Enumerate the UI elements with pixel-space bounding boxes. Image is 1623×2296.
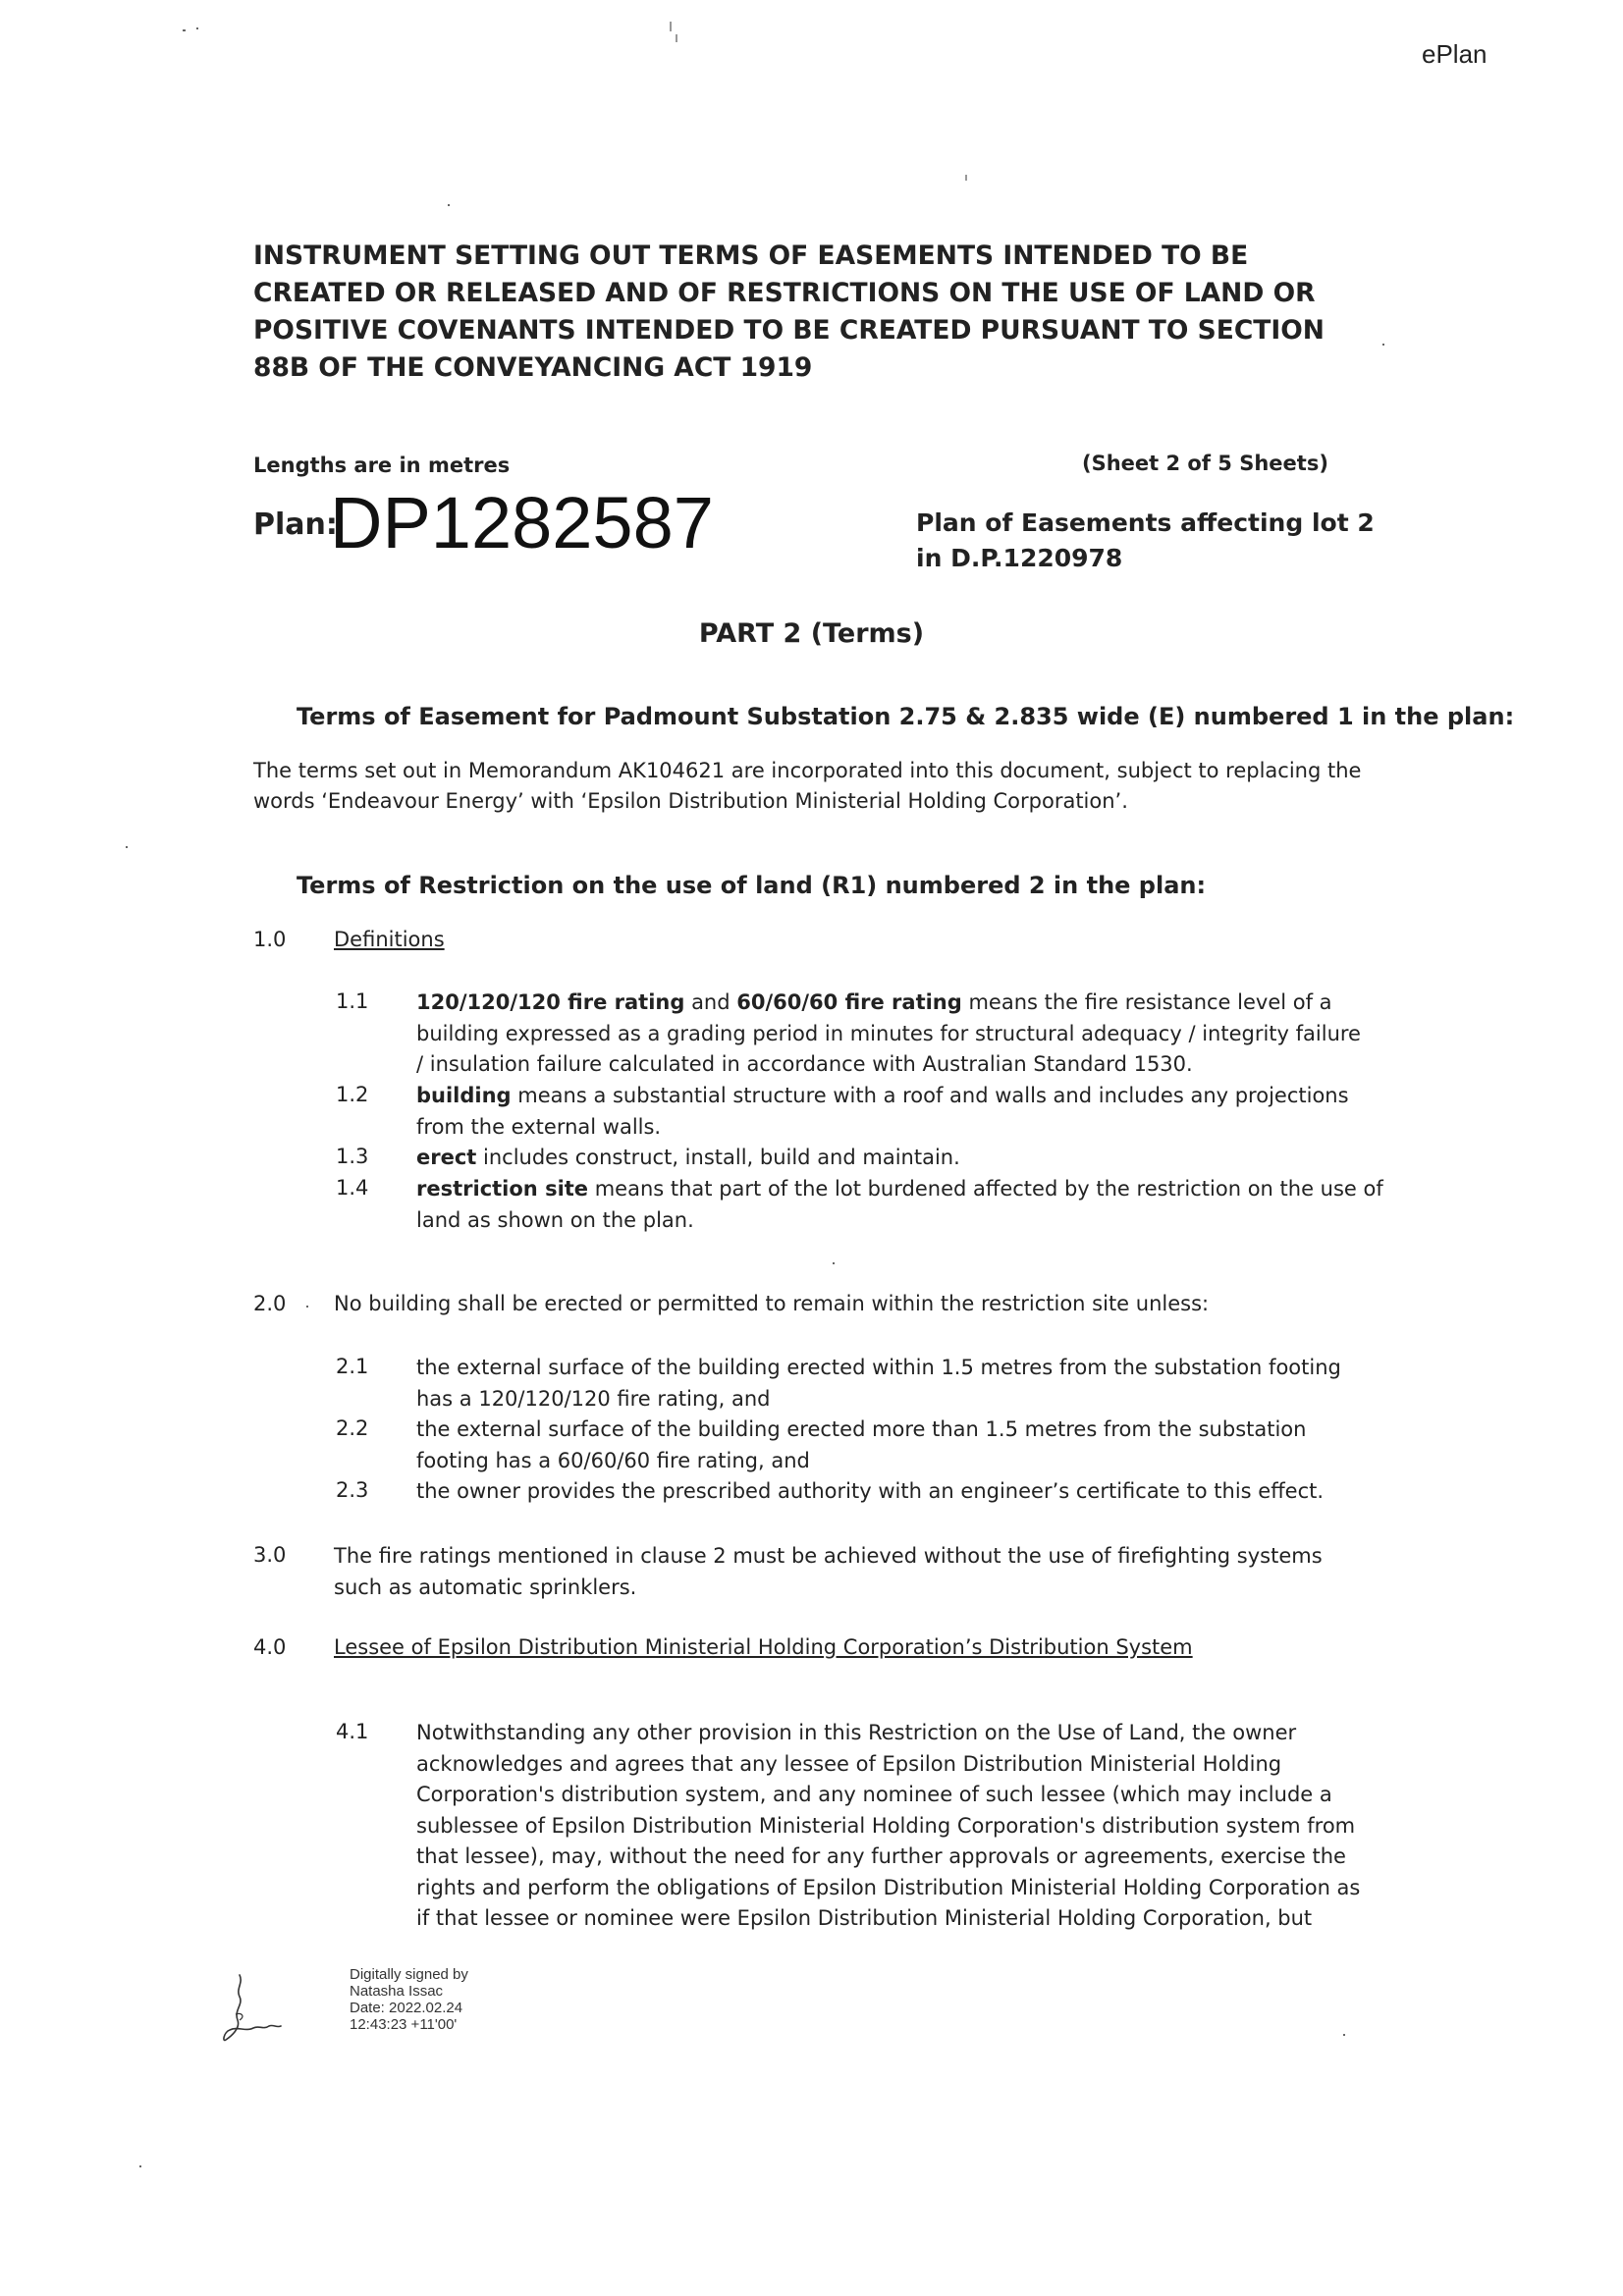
lengths-note: Lengths are in metres xyxy=(253,454,511,477)
easement-heading: Terms of Easement for Padmount Substation 2.75 & 2.835 wide (E) numbered 1 in the plan: xyxy=(297,703,1515,730)
scan-speck xyxy=(965,175,967,181)
digital-signature-block xyxy=(350,1966,468,2033)
item-number: 1.3 xyxy=(336,1145,369,1168)
title-line: CREATED OR RELEASED AND OF RESTRICTIONS ON THE USE OF LAND OR xyxy=(253,278,1316,308)
clause-line: the external surface of the building erected within 1.5 metres from the substation footing xyxy=(416,1356,1341,1379)
clause-line: the owner provides the prescribed authority with an engineer’s certificate to this effect. xyxy=(416,1479,1325,1503)
eplan-label: ePlan xyxy=(1422,39,1488,69)
clause-line: that lessee), may, without the need for any further approvals or agreements, exercise the xyxy=(416,1844,1346,1868)
clause-number: 2.0 xyxy=(253,1292,287,1315)
definition-text: means that part of the lot burdened affected by the restriction on the use of xyxy=(588,1177,1383,1201)
title-line: INSTRUMENT SETTING OUT TERMS OF EASEMENTS INTENDED TO BE xyxy=(253,240,1249,271)
clause-3-text xyxy=(334,1541,1323,1603)
plan-number: DP1282587 xyxy=(330,482,714,563)
signature-line: Digitally signed by xyxy=(350,1966,468,1983)
scan-speck xyxy=(676,34,677,42)
scan-speck xyxy=(833,1262,835,1264)
title-line: 88B OF THE CONVEYANCING ACT 1919 xyxy=(253,352,813,383)
clause-line: footing has a 60/60/60 fire rating, and xyxy=(416,1448,810,1472)
plan-description-line: in D.P.1220978 xyxy=(916,544,1123,572)
clause-line: Notwithstanding any other provision in this Restriction on the Use of Land, the owner xyxy=(416,1721,1297,1744)
clause-line: the external surface of the building erected more than 1.5 metres from the substation xyxy=(416,1417,1307,1441)
instrument-title xyxy=(253,238,1325,387)
defined-term: restriction site xyxy=(416,1177,589,1201)
item-number: 1.4 xyxy=(336,1176,369,1200)
scan-speck xyxy=(126,846,128,848)
clause-2-3-text xyxy=(416,1476,1324,1508)
defined-term: 120/120/120 fire rating xyxy=(416,990,685,1014)
item-number: 2.3 xyxy=(336,1478,369,1502)
definition-erect xyxy=(416,1143,960,1174)
definition-text: from the external walls. xyxy=(416,1114,662,1139)
scan-speck xyxy=(196,27,198,29)
scan-speck xyxy=(306,1306,308,1308)
clause-title-definitions: Definitions xyxy=(334,928,445,951)
plan-description xyxy=(916,506,1375,576)
definition-text: means the fire resistance level of a xyxy=(961,990,1332,1014)
plan-label: Plan: xyxy=(253,507,338,542)
scan-speck xyxy=(183,29,186,31)
clause-title-lessee: Lessee of Epsilon Distribution Ministerial Holding Corporation’s Distribution System xyxy=(334,1635,1193,1659)
definition-restriction-site xyxy=(416,1174,1383,1236)
definition-text: includes construct, install, build and maintain. xyxy=(476,1146,960,1169)
definition-text: / insulation failure calculated in accordance with Australian Standard 1530. xyxy=(416,1052,1193,1076)
signature-line: 12:43:23 +11'00' xyxy=(350,2016,458,2033)
item-number: 1.2 xyxy=(336,1083,369,1106)
item-number: 1.1 xyxy=(336,989,369,1013)
scan-speck xyxy=(448,204,450,206)
definition-text: means a substantial structure with a roof and walls and includes any projections xyxy=(511,1084,1349,1107)
clause-line: has a 120/120/120 fire rating, and xyxy=(416,1386,771,1411)
easement-text-line: words ‘Endeavour Energy’ with ‘Epsilon Distribution Ministerial Holding Corporation’. xyxy=(253,789,1128,813)
definition-text: land as shown on the plan. xyxy=(416,1207,694,1232)
part-heading: PART 2 (Terms) xyxy=(698,618,925,649)
defined-term: building xyxy=(416,1084,512,1107)
scan-speck xyxy=(670,22,672,31)
clause-line: rights and perform the obligations of Epsilon Distribution Ministerial Holding Corporation as xyxy=(416,1875,1361,1899)
scan-speck xyxy=(1382,344,1384,346)
clause-number: 3.0 xyxy=(253,1543,287,1567)
easement-text-line: The terms set out in Memorandum AK104621 are incorporated into this document, subject to replacing the xyxy=(253,759,1362,782)
clause-line: sublessee of Epsilon Distribution Ministerial Holding Corporation's distribution system from xyxy=(416,1813,1356,1838)
clause-2-text: No building shall be erected or permitted to remain within the restriction site unless: xyxy=(334,1292,1210,1315)
restriction-heading: Terms of Restriction on the use of land (R1) numbered 2 in the plan: xyxy=(297,872,1207,899)
clause-2-2-text xyxy=(416,1415,1306,1476)
clause-line: if that lessee or nominee were Epsilon Distribution Ministerial Holding Corporation, but xyxy=(416,1906,1313,1930)
clause-line: acknowledges and agrees that any lessee of Epsilon Distribution Ministerial Holding xyxy=(416,1751,1282,1776)
definition-fire-rating xyxy=(416,988,1361,1081)
clause-line: The fire ratings mentioned in clause 2 must be achieved without the use of firefighting systems xyxy=(334,1544,1323,1568)
scan-speck xyxy=(139,2165,141,2167)
plan-description-line: Plan of Easements affecting lot 2 xyxy=(916,508,1375,537)
clause-number: 1.0 xyxy=(253,928,287,951)
clause-line: such as automatic sprinklers. xyxy=(334,1575,637,1599)
defined-term: 60/60/60 fire rating xyxy=(736,990,962,1014)
title-line: POSITIVE COVENANTS INTENDED TO BE CREATED PURSUANT TO SECTION xyxy=(253,315,1325,346)
item-number: 2.2 xyxy=(336,1416,369,1440)
clause-2-1-text xyxy=(416,1353,1341,1415)
definition-text: building expressed as a grading period in minutes for structural adequacy / integrity failure xyxy=(416,1021,1361,1045)
item-number: 2.1 xyxy=(336,1355,369,1378)
defined-term: erect xyxy=(416,1146,477,1169)
signature-line: Date: 2022.02.24 xyxy=(350,2000,463,2016)
clause-line: Corporation's distribution system, and any nominee of such lessee (which may include a xyxy=(416,1783,1332,1806)
clause-4-1-text xyxy=(416,1718,1360,1935)
signature-line: Natasha Issac xyxy=(350,1983,444,2000)
item-number: 4.1 xyxy=(336,1720,369,1743)
handwritten-signature xyxy=(210,1971,289,2050)
definition-building xyxy=(416,1081,1349,1143)
sheet-note: (Sheet 2 of 5 Sheets) xyxy=(1082,452,1328,475)
definition-text: and xyxy=(684,990,737,1014)
scan-speck xyxy=(1343,2034,1345,2036)
clause-number: 4.0 xyxy=(253,1635,287,1659)
easement-text xyxy=(253,756,1361,817)
